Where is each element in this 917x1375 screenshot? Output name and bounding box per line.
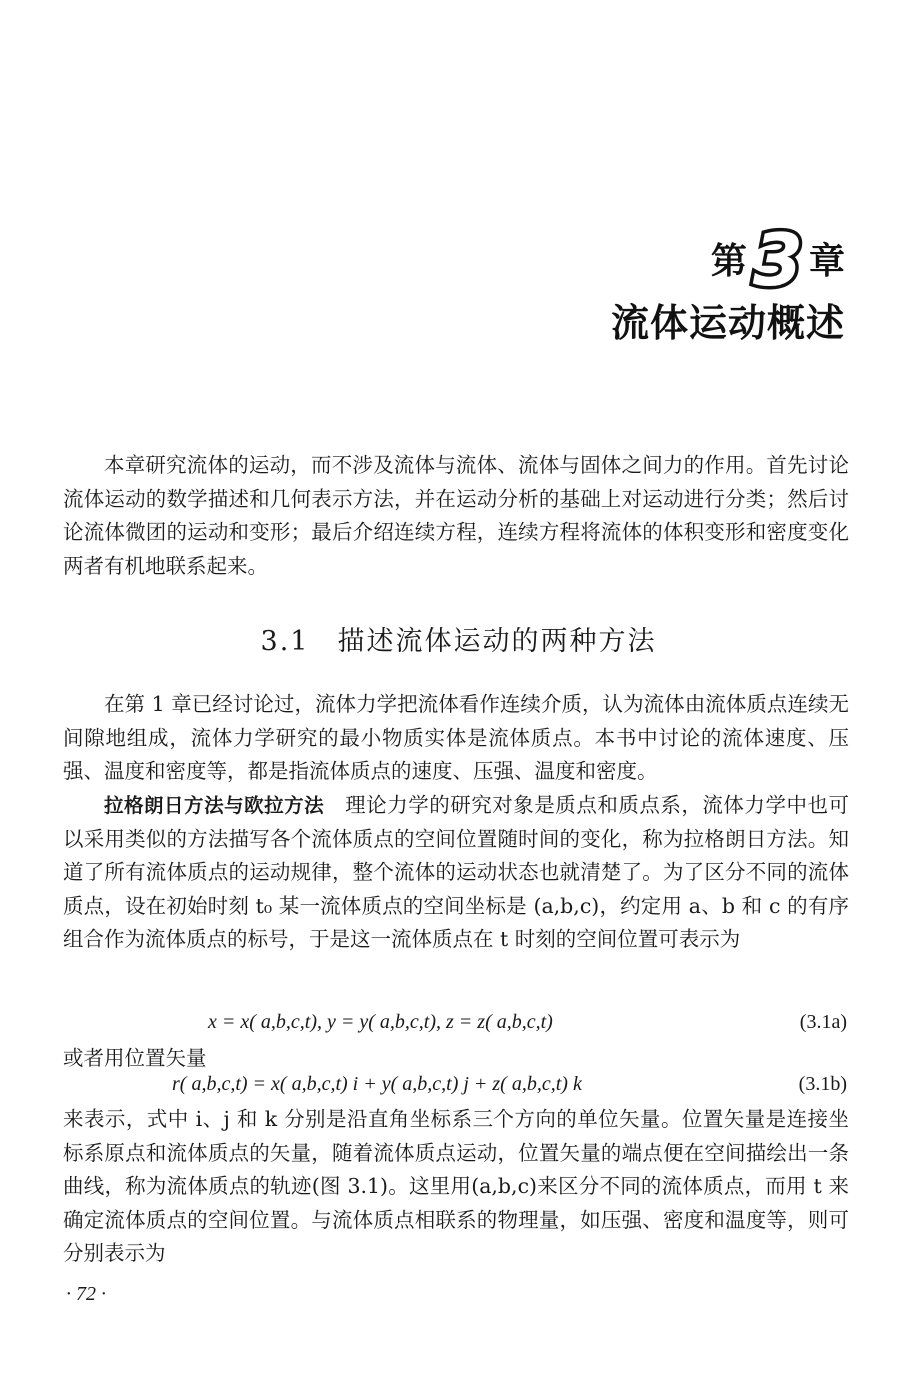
section-title: 描述流体运动的两种方法 [337, 626, 657, 657]
equation-3-1b: r( a,b,c,t) = x( a,b,c,t) i + y( a,b,c,t) j + z( a,b,c,t) k [172, 1073, 582, 1095]
chapter-title: 流体运动概述 [610, 301, 845, 345]
lagrange-heading: 拉格朗日方法与欧拉方法 [104, 794, 325, 817]
equation-label-3-1a: (3.1a) [799, 1011, 847, 1033]
lagrange-body: 理论力学的研究对象是质点和质点系，流体力学中也可以采用类似的方法描写各个流体质点的空间位置随时间的变化，称为拉格朗日方法。知道了所有流体质点的运动规律，整个流体的运动状态也就清楚了。为了区分不同的流体质点，设在初始时刻 t₀ 某一流体质点的空间坐标是 (a,b,c)，约定用 a、b 和 c 的有序组合作为流体质点的标号，于是这一流体质点在 t 时刻的空间位置可表示为 [63, 793, 849, 951]
chapter-prefix: 第 [710, 240, 747, 282]
equation-label-3-1b: (3.1b) [798, 1073, 847, 1095]
trajectory-paragraph: 来表示，式中 i、j 和 k 分别是沿直角坐标系三个方向的单位矢量。位置矢量是连接坐标系原点和流体质点的矢量，随着流体质点运动，位置矢量的端点便在空间描绘出一条曲线，称为流体质点的轨迹(图 3.1)。这里用(a,b,c)来区分不同的流体质点，而用 t 来确定流体质点的空间位置。与流体质点相联系的物理量，如压强、密度和温度等，则可分别表示为 [63, 1107, 849, 1265]
equation-3-1a: x = x( a,b,c,t), y = y( a,b,c,t), z = z( a,b,c,t) [208, 1011, 553, 1033]
intro-paragraph: 本章研究流体的运动，而不涉及流体与流体、流体与固体之间力的作用。首先讨论流体运动的数学描述和几何表示方法，并在运动分析的基础上对运动进行分类；然后讨论流体微团的运动和变形；最后介绍连续方程，连续方程将流体的体积变形和密度变化两者有机地联系起来。 [63, 453, 849, 578]
chapter-number-line [710, 218, 845, 302]
chapter-number: 3 [752, 218, 803, 302]
page-number: · 72 · [66, 1283, 106, 1305]
section-number: 3.1 [260, 626, 310, 657]
chapter-suffix: 章 [808, 240, 845, 282]
vector-lead-text: 或者用位置矢量 [63, 1046, 207, 1070]
section-heading [0, 619, 917, 658]
lagrange-paragraph [63, 789, 849, 957]
continuum-paragraph: 在第 1 章已经讨论过，流体力学把流体看作连续介质，认为流体由流体质点连续无间隙地组成，流体力学研究的最小物质实体是流体质点。本书中讨论的流体速度、压强、温度和密度等，都是指流体质点的速度、压强、温度和密度。 [63, 692, 849, 783]
